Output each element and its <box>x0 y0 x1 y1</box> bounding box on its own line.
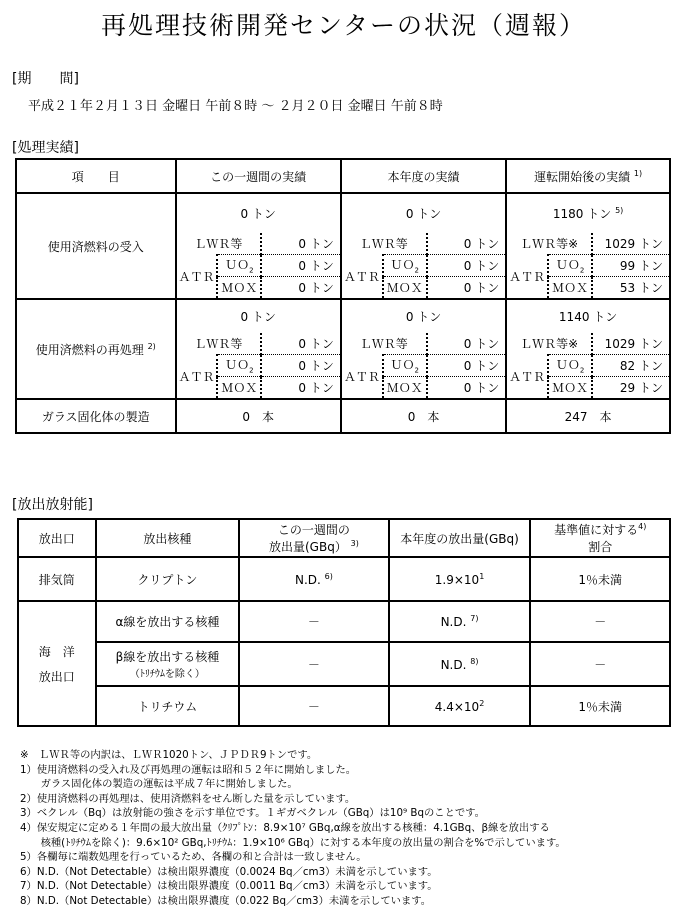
week-emission: － <box>239 601 388 642</box>
col-ratio-line2: 割合 <box>588 540 613 554</box>
period-text: 平成２１年２月１３日 金曜日 午前８時 ～ ２月２０日 金曜日 午前８時 <box>28 99 443 114</box>
note-line: 5）各欄毎に端数処理を行っているため、各欄の和と合計は一致しません。 <box>20 851 367 864</box>
note-line: 2）使用済燃料の再処理は、使用済燃料をせん断した量を示しています。 <box>20 792 356 805</box>
sea-line2: 放出口 <box>38 669 75 684</box>
note-line: 4）保安規定に定める１年間の最大放出量（ｸﾘﾌﾟﾄﾝ：8.9×10⁷ GBq,α線を放出する核種：4.1GBq、β線を放出する <box>20 821 550 834</box>
lwr-label: ＬＷＲ等※ <box>506 233 592 255</box>
glass-week: 0 本 <box>176 399 341 433</box>
uo2-label: ＵＯ$_2$ <box>548 355 592 377</box>
ratio: 1％未満 <box>530 557 670 601</box>
atr-label: ＡＴＲ <box>506 255 548 300</box>
year-emission: N.D. $^{7)}$ <box>389 601 531 642</box>
col-week-header: この一週間の実績 <box>176 159 341 193</box>
atr-label: ＡＴＲ <box>506 355 548 400</box>
note-1-marker: 1) <box>633 168 643 178</box>
col-ratio-header <box>530 519 670 557</box>
note-3-marker: 3) <box>350 539 359 548</box>
receipt-year-lwr: 0 トン <box>427 233 507 255</box>
note-line: 8）N.D.（Not Detectable）は検出限界濃度（0.022 Bq／cm3）未満を示しています。 <box>20 894 432 907</box>
emission-table <box>17 518 671 727</box>
nuclide-name: α線を放出する核種 <box>96 601 240 642</box>
receipt-label: 使用済燃料の受入 <box>16 193 176 299</box>
page-title: 再処理技術開発センターの状況（週報） <box>100 11 586 40</box>
note-4-marker: 4) <box>638 522 647 531</box>
lwr-label: ＬＷＲ等 <box>176 233 262 255</box>
reprocess-year-lwr: 0 トン <box>427 333 507 355</box>
reprocess-all-lwr: 1029 トン <box>592 333 670 355</box>
mox-label: ＭＯＸ <box>383 277 427 300</box>
note-line: ガラス固化体の製造の運転は平成７年に開始しました。 <box>20 778 298 791</box>
reprocess-week-uo2: 0 トン <box>261 355 341 377</box>
mox-label: ＭＯＸ <box>217 277 261 300</box>
reprocess-all-uo2: 82 トン <box>592 355 670 377</box>
glass-all: 247 本 <box>506 399 670 433</box>
nuclide-name: クリプトン <box>96 557 240 601</box>
lwr-label: ＬＷＲ等※ <box>506 333 592 355</box>
lwr-label: ＬＷＲ等 <box>341 233 427 255</box>
receipt-year-total: 0 トン <box>341 193 506 233</box>
reprocess-week-lwr: 0 トン <box>261 333 341 355</box>
uo2-label: ＵＯ$_2$ <box>548 255 592 277</box>
receipt-week-uo2: 0 トン <box>261 255 341 277</box>
uo2-label: ＵＯ$_2$ <box>383 355 427 377</box>
note-5-marker: 5) <box>615 206 624 215</box>
receipt-all-total-value: 1180 トン <box>552 207 612 221</box>
col-outlet-header: 放出口 <box>18 519 96 557</box>
reprocess-week-mox: 0 トン <box>261 377 341 400</box>
nuclide-name <box>96 642 240 686</box>
col-nuclide-header: 放出核種 <box>96 519 240 557</box>
atr-label: ＡＴＲ <box>341 255 383 300</box>
receipt-week-mox: 0 トン <box>261 277 341 300</box>
reprocess-label <box>16 299 176 399</box>
sea-outlet-label <box>18 601 96 726</box>
reprocess-week-total: 0 トン <box>176 299 341 333</box>
receipt-all-mox: 53 トン <box>592 277 670 300</box>
year-emission: N.D. $^{8)}$ <box>389 642 531 686</box>
col-total-header <box>506 159 670 193</box>
note-line: 3）ベクレル（Bq）は放射能の強さを示す単位です。１ギガベクレル（GBq）は10⁹ Bqのことです。 <box>20 807 485 820</box>
col-week-line1: この一週間の <box>277 523 350 537</box>
ratio: － <box>530 642 670 686</box>
week-emission: － <box>239 686 388 726</box>
receipt-week-total: 0 トン <box>176 193 341 233</box>
lwr-label: ＬＷＲ等 <box>176 333 262 355</box>
col-week-line2: 放出量(GBq） <box>268 540 347 554</box>
col-ratio-line1: 基準値に対する <box>554 523 639 537</box>
reprocess-all-total: 1140 トン <box>506 299 670 333</box>
reprocess-year-mox: 0 トン <box>427 377 507 400</box>
col-year-emission-header: 本年度の放出量(GBq) <box>389 519 531 557</box>
year-emission: $1.9\times 10^1$ <box>389 557 531 601</box>
ratio: － <box>530 601 670 642</box>
nuclide-name: トリチウム <box>96 686 240 726</box>
note-line: 1）使用済燃料の受入れ及び再処理の運転は昭和５２年に開始しました。 <box>20 763 357 776</box>
note-line: 6）N.D.（Not Detectable）は検出限界濃度（0.0024 Bq／cm3）未満を示しています。 <box>20 865 438 878</box>
footnotes <box>20 748 566 909</box>
week-emission: － <box>239 642 388 686</box>
receipt-all-lwr: 1029 トン <box>592 233 670 255</box>
ratio: 1％未満 <box>530 686 670 726</box>
nuclide-name-text: β線を放出する核種 <box>115 650 220 664</box>
col-total-label: 運転開始後の実績 <box>534 169 631 184</box>
period-heading: [期 間] <box>12 71 79 87</box>
results-table <box>15 158 671 434</box>
note-line: ※ ＬＷＲ等の内訳は、ＬＷＲ1020トン、ＪＰＤＲ9トンです。 <box>20 749 318 761</box>
col-week-emission-header <box>239 519 388 557</box>
note-line: 7）N.D.（Not Detectable）は検出限界濃度（0.0011 Bq／cm3）未満を示しています。 <box>20 880 438 893</box>
mox-label: ＭＯＸ <box>548 277 592 300</box>
note-2-marker: 2) <box>147 341 156 351</box>
atr-label: ＡＴＲ <box>176 255 218 300</box>
reprocess-label-text: 使用済燃料の再処理 <box>35 342 144 357</box>
note-line: 核種(ﾄﾘﾁｳﾑを除く)：9.6×10² GBq,ﾄﾘﾁｳﾑ：1.9×10⁶ GBq）に対する本年度の放出量の割合を%で示しています。 <box>20 836 566 849</box>
uo2-label: ＵＯ$_2$ <box>383 255 427 277</box>
col-item-header: 項 目 <box>16 159 176 193</box>
year-emission: $4.4\times 10^2$ <box>389 686 531 726</box>
week-emission: N.D. $^{6)}$ <box>239 557 388 601</box>
mox-label: ＭＯＸ <box>383 377 427 400</box>
reprocess-year-total: 0 トン <box>341 299 506 333</box>
glass-label: ガラス固化体の製造 <box>16 399 176 433</box>
reprocess-year-uo2: 0 トン <box>427 355 507 377</box>
lwr-label: ＬＷＲ等 <box>341 333 427 355</box>
atr-label: ＡＴＲ <box>176 355 218 400</box>
nuclide-sub-text: （ﾄﾘﾁｳﾑを除く） <box>129 669 205 680</box>
results-heading: [処理実績] <box>12 140 79 156</box>
col-year-header: 本年度の実績 <box>341 159 506 193</box>
glass-year: 0 本 <box>341 399 506 433</box>
atr-label: ＡＴＲ <box>341 355 383 400</box>
receipt-week-lwr: 0 トン <box>261 233 341 255</box>
uo2-label: ＵＯ$_2$ <box>217 355 261 377</box>
mox-label: ＭＯＸ <box>548 377 592 400</box>
emission-heading: [放出放射能] <box>12 497 93 513</box>
receipt-all-total <box>506 193 670 233</box>
sea-line1: 海 洋 <box>38 644 75 659</box>
reprocess-all-mox: 29 トン <box>592 377 670 400</box>
mox-label: ＭＯＸ <box>217 377 261 400</box>
receipt-year-mox: 0 トン <box>427 277 507 300</box>
receipt-year-uo2: 0 トン <box>427 255 507 277</box>
uo2-label: ＵＯ$_2$ <box>217 255 261 277</box>
receipt-all-uo2: 99 トン <box>592 255 670 277</box>
stack-label: 排気筒 <box>18 557 96 601</box>
